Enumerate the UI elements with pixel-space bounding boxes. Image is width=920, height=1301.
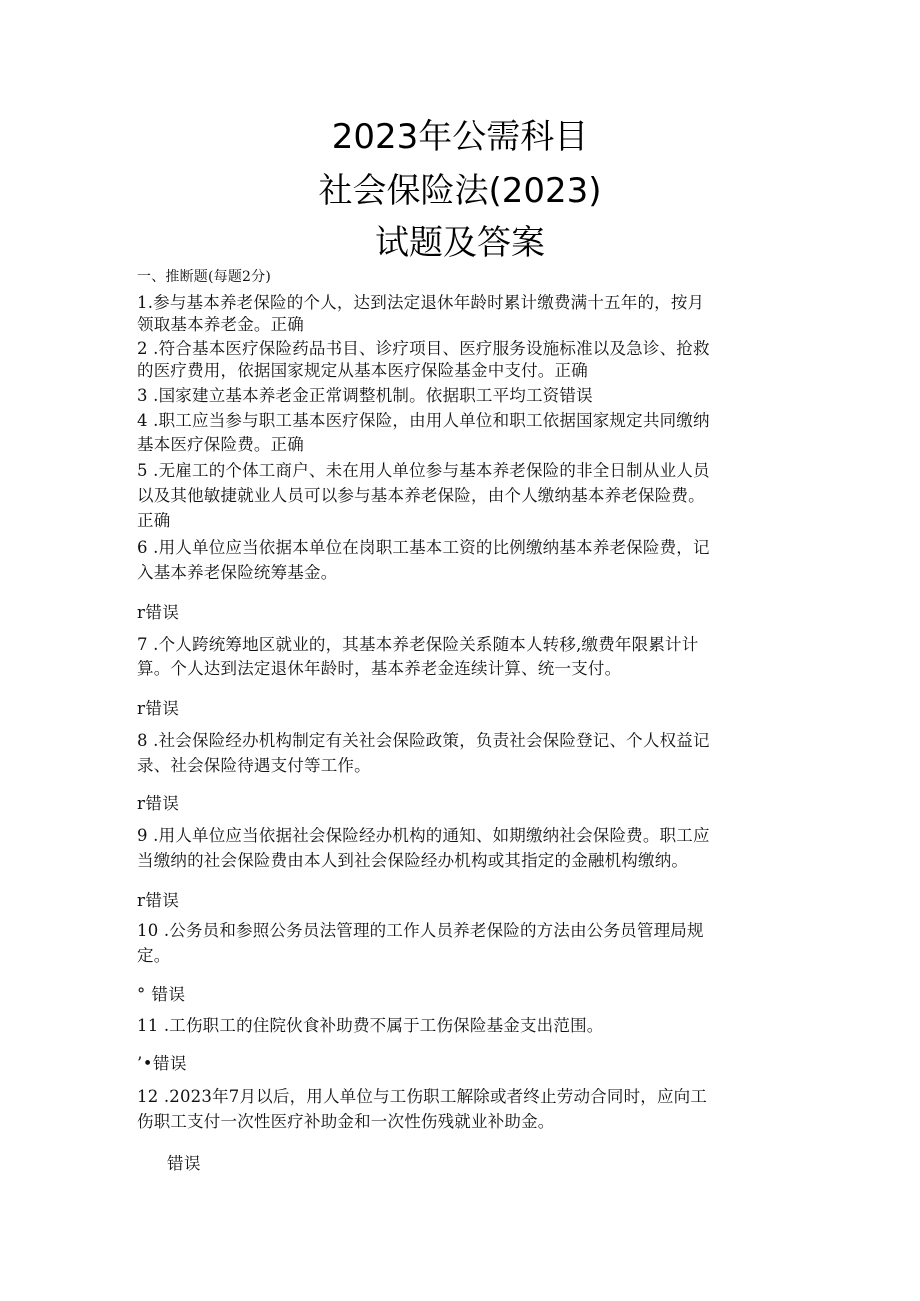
- answer-9: r错误: [137, 891, 180, 910]
- question-3-line-1: 3 .国家建立基本养老金正常调整机制。依据职工平均工资错误: [137, 386, 593, 405]
- section-heading: 一、推断题(每题2分): [137, 269, 272, 285]
- question-7-line-2: 算。个人达到法定退休年龄时，基本养老金连续计算、统一支付。: [137, 659, 622, 678]
- question-9-line-2: 当缴纳的社会保险费由本人到社会保险经办机构或其指定的金融机构缴纳。: [137, 851, 689, 870]
- question-6-line-1: 6 .用人单位应当依据本单位在岗职工基本工资的比例缴纳基本养老保险费，记: [137, 538, 710, 557]
- question-9-line-1: 9 .用人单位应当依据社会保险经办机构的通知、如期缴纳社会保险费。职工应: [137, 826, 710, 845]
- answer-12: 错误: [167, 1154, 201, 1173]
- question-7-line-1: 7 .个人跨统筹地区就业的，其基本养老保险关系随本人转移,缴费年限累计计: [137, 635, 699, 654]
- question-10-line-2: 定。: [137, 946, 171, 965]
- answer-11: ’•错误: [137, 1054, 187, 1073]
- answer-10: ° 错误: [137, 985, 186, 1004]
- question-1-line-1: 1.参与基本养老保险的个人，达到法定退休年龄时累计缴费满十五年的，按月: [137, 293, 705, 312]
- question-11-line-1: 11 .工伤职工的住院伙食补助费不属于工伤保险基金支出范围。: [137, 1016, 604, 1035]
- question-8-line-1: 8 .社会保险经办机构制定有关社会保险政策，负责社会保险登记、个人权益记: [137, 731, 710, 750]
- question-8-line-2: 录、社会保险待遇支付等工作。: [137, 756, 371, 775]
- question-2-line-2: 的医疗费用，依据国家规定从基本医疗保险基金中支付。正确: [137, 361, 588, 380]
- question-5-line-3: 正确: [137, 511, 171, 530]
- question-4-line-1: 4 .职工应当参与职工基本医疗保险，由用人单位和职工依据国家规定共同缴纳: [137, 411, 710, 430]
- question-5-line-2: 以及其他敏捷就业人员可以参与基本养老保险，由个人缴纳基本养老保险费。: [137, 486, 705, 505]
- answer-8: r错误: [137, 794, 180, 813]
- question-10-line-1: 10 .公务员和参照公务员法管理的工作人员养老保险的方法由公务员管理局规: [137, 921, 704, 940]
- question-1-line-2: 领取基本养老金。正确: [137, 315, 304, 334]
- question-2-line-1: 2 .符合基本医疗保险药品书目、诊疗项目、医疗服务设施标准以及急诊、抢救: [137, 339, 710, 358]
- question-6-line-2: 入基本养老保险统筹基金。: [137, 563, 338, 582]
- answer-7: r错误: [137, 699, 180, 718]
- question-12-line-1: 12 .2023年7月以后，用人单位与工伤职工解除或者终止劳动合同时，应向工: [137, 1087, 708, 1106]
- question-12-line-2: 伤职工支付一次性医疗补助金和一次性伤残就业补助金。: [137, 1112, 555, 1131]
- answer-6: r错误: [137, 603, 180, 622]
- question-5-line-1: 5 .无雇工的个体工商户、未在用人单位参与基本养老保险的非全日制从业人员: [137, 461, 710, 480]
- title-line-2: 社会保险法(2023): [318, 171, 602, 211]
- question-4-line-2: 基本医疗保险费。正确: [137, 435, 304, 454]
- title-line-3: 试题及答案: [375, 223, 545, 263]
- title-line-1: 2023年公需科目: [331, 117, 589, 157]
